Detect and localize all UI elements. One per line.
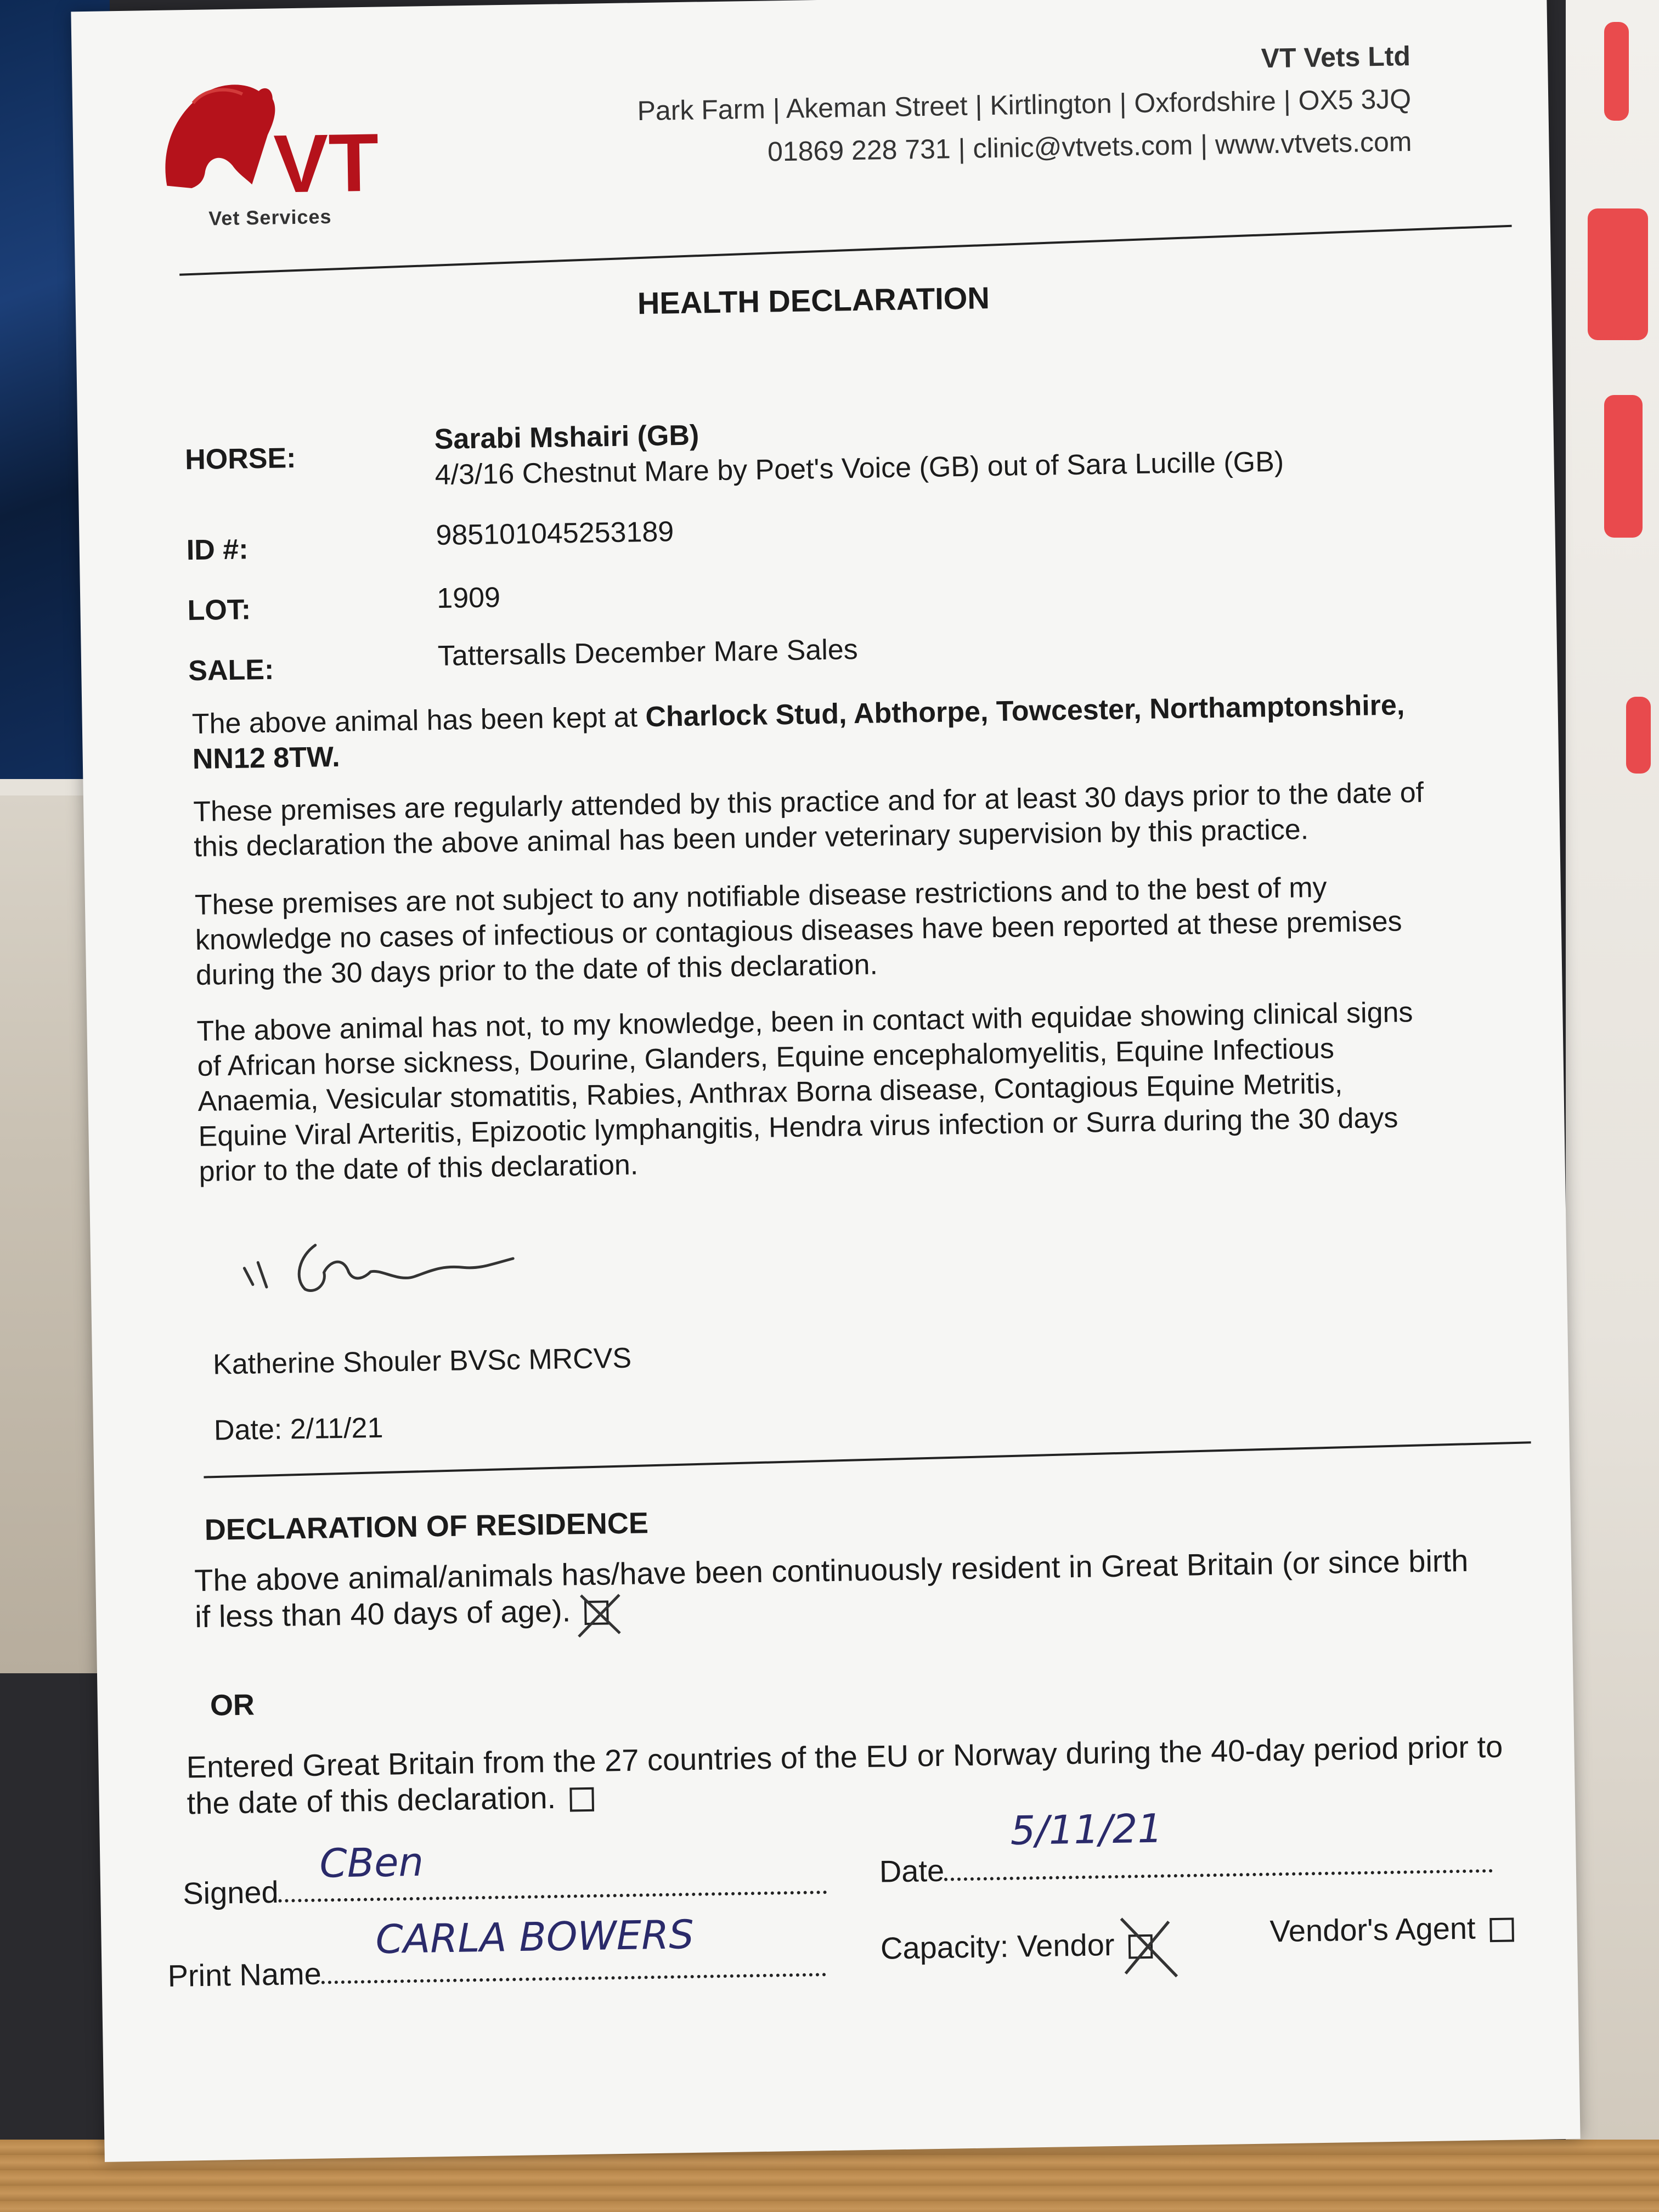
horse-description: 4/3/16 Chestnut Mare by Poet's Voice (GB) out of Sara Lucille (GB) <box>435 445 1284 492</box>
kept-at-intro: The above animal has been kept at <box>191 701 646 741</box>
lot-value: 1909 <box>436 582 501 615</box>
id-value: 985101045253189 <box>436 516 674 552</box>
checkmark-x-icon <box>1114 1914 1181 1981</box>
or-label: OR <box>210 1688 255 1722</box>
section-divider <box>204 1441 1531 1478</box>
kept-at-place: Charlock Stud, Abthorpe, Towcester, Northamptonshire, NN12 8TW. <box>192 689 1405 776</box>
sale-label: SALE: <box>188 653 274 687</box>
agent-label: Vendor's Agent <box>1269 1910 1476 1949</box>
date-handwriting: 5/11/21 <box>1010 1805 1163 1854</box>
print-name-handwriting: CARLA BOWERS <box>375 1911 695 1963</box>
red-mark <box>1626 697 1651 774</box>
residence-option-2-checkbox[interactable] <box>569 1787 594 1812</box>
residence-option-1-text: The above animal/animals has/have been continuously resident in Great Britain (or since birth if less than 40 days of age). <box>194 1543 1469 1634</box>
vet-signature <box>233 1219 574 1307</box>
kept-at-paragraph <box>191 687 1427 777</box>
svg-text:VT: VT <box>273 116 380 210</box>
vet-date: Date: 2/11/21 <box>213 1412 383 1447</box>
date-row <box>879 1844 1493 1889</box>
horse-label: HORSE: <box>184 442 296 476</box>
company-contact: 01869 228 731 | clinic@vtvets.com | www.vtvets.com <box>767 126 1412 167</box>
residence-option-1 <box>194 1542 1485 1635</box>
sale-value: Tattersalls December Mare Sales <box>437 633 859 673</box>
supervision-paragraph: These premises are regularly attended by this practice and for at least 30 days prior to the date of this declaration the above animal has been under veterinary supervision by this practice. <box>193 776 1424 864</box>
print-name-label: Print Name <box>167 1956 322 1994</box>
signed-label: Signed <box>182 1874 279 1911</box>
date-label: Date <box>879 1853 945 1889</box>
agent-checkbox[interactable] <box>1489 1918 1514 1943</box>
vet-name: Katherine Shouler BVSc MRCVS <box>212 1342 632 1381</box>
print-name-field[interactable] <box>321 1967 826 1984</box>
agent-row <box>1269 1909 1514 1949</box>
red-mark <box>1604 395 1643 538</box>
residence-title: DECLARATION OF RESIDENCE <box>204 1506 649 1547</box>
header-divider <box>179 225 1512 276</box>
background-right-paper <box>1566 0 1659 2212</box>
capacity-row <box>880 1926 1153 1966</box>
red-mark <box>1604 22 1629 121</box>
company-address: Park Farm | Akeman Street | Kirtlington | Oxfordshire | OX5 3JQ <box>637 83 1412 127</box>
health-declaration-document <box>71 0 1580 2162</box>
date-field[interactable] <box>944 1864 1493 1881</box>
residence-option-2-text: Entered Great Britain from the 27 countries of the EU or Norway during the 40-day period prior to the date of this declaration. <box>186 1729 1503 1821</box>
checkmark-x-icon <box>575 1589 625 1639</box>
document-title: HEALTH DECLARATION <box>637 280 990 321</box>
red-mark <box>1588 208 1648 340</box>
company-name: VT Vets Ltd <box>1261 41 1411 74</box>
id-label: ID #: <box>186 533 249 567</box>
signed-handwriting: CBen <box>319 1838 424 1887</box>
residence-option-2 <box>186 1728 1515 1821</box>
signed-field[interactable] <box>279 1885 827 1903</box>
vendor-checkbox[interactable] <box>1128 1934 1153 1959</box>
residence-option-1-checkbox[interactable] <box>584 1601 609 1626</box>
capacity-label: Capacity: Vendor <box>880 1927 1115 1966</box>
horse-head-icon <box>154 67 387 213</box>
signed-row <box>183 1865 827 1911</box>
no-restrictions-paragraph: These premises are not subject to any notifiable disease restrictions and to the best of my knowledge no cases of infectious or contagious diseases have been reported at these premises during the 30 days prior to the date of this declaration. <box>194 871 1402 992</box>
vt-logo <box>154 67 387 235</box>
no-contact-paragraph: The above animal has not, to my knowledge, been in contact with equidae showing clinical signs of African horse sickness, Dourine, Glanders, Equine encephalomyelitis, Equine Infectious Anaemia, Vesicular stomatitis, Rabies, Anthrax Borna disease, Contagious Equine Metritis, Equine Viral Arteritis, Epizootic lymphangitis, Hendra virus infection or Surra during the 30 days prior to the date of this declaration. <box>196 996 1413 1188</box>
company-info <box>636 35 1412 175</box>
logo-subtitle: Vet Services <box>208 205 332 230</box>
lot-label: LOT: <box>187 594 251 627</box>
horse-name: Sarabi Mshairi (GB) <box>434 419 699 456</box>
